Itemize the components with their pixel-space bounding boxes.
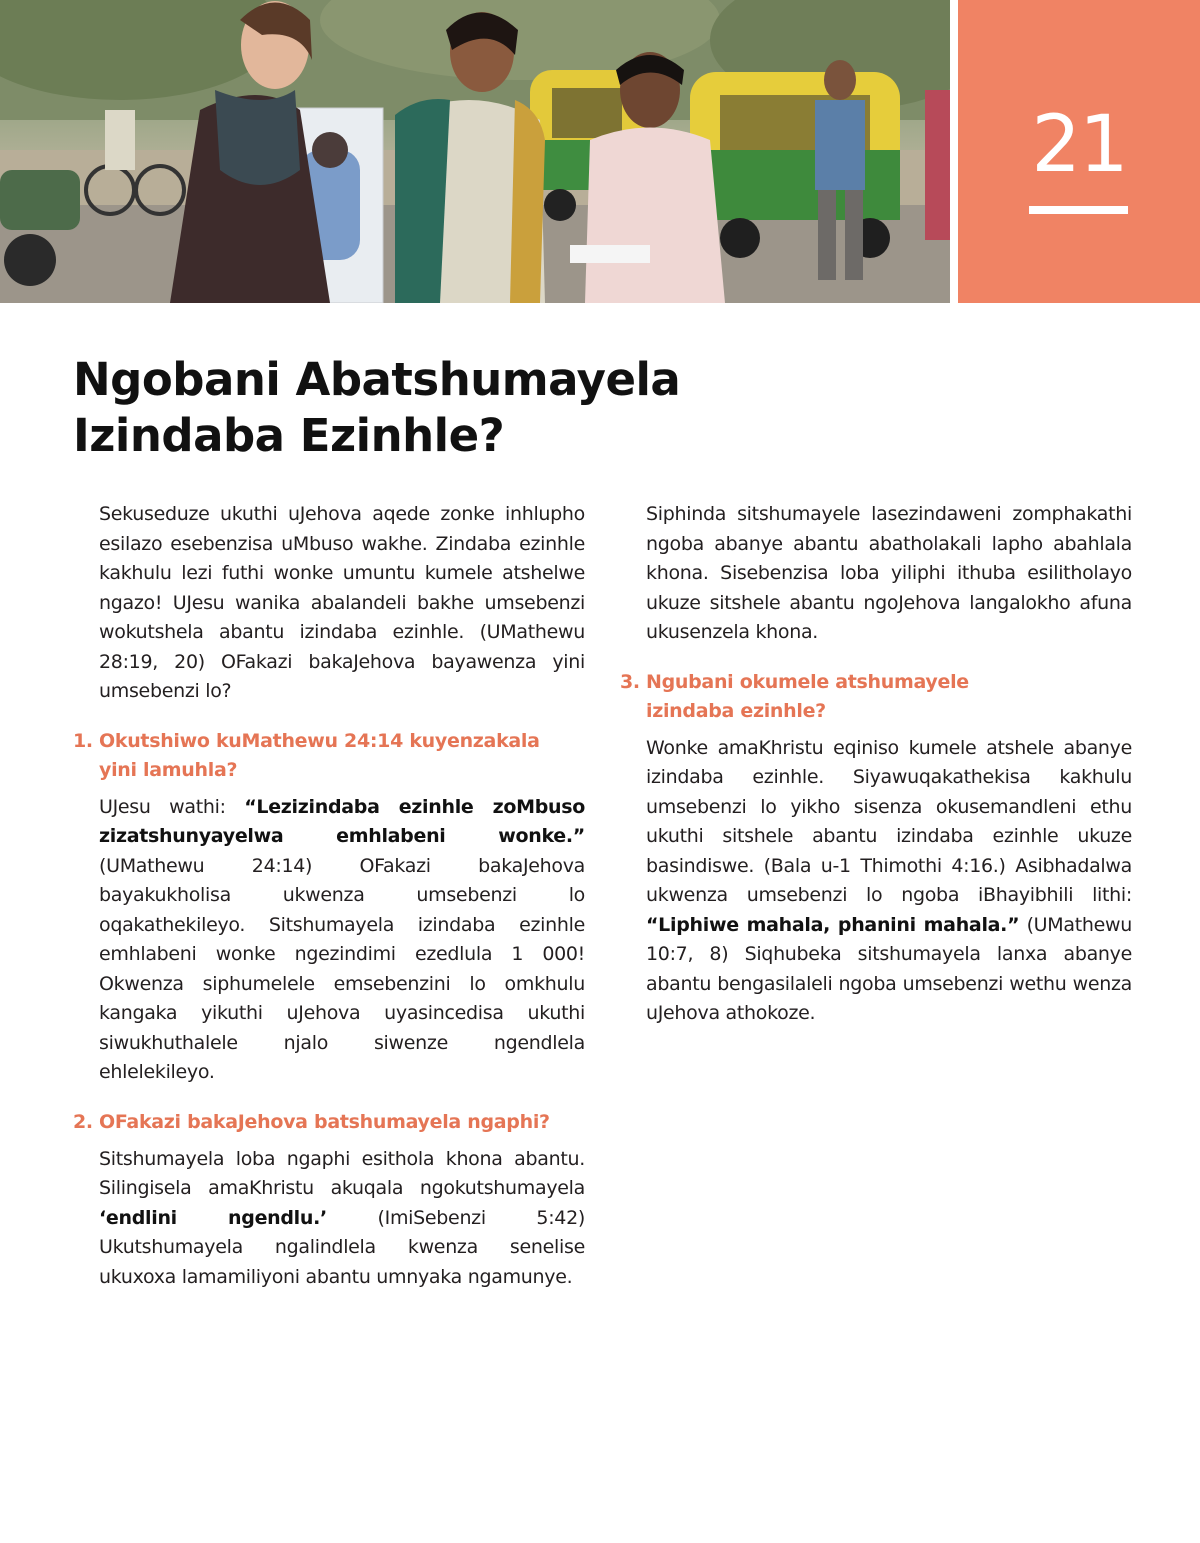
answer-1-text-a: UJesu wathi: [99, 795, 245, 818]
answer-3-paragraph [646, 734, 1132, 1029]
question-3-number: 3. [620, 670, 640, 693]
question-1-heading [73, 727, 585, 785]
question-3-line1: Ngubani okumele atshumayele [646, 670, 969, 693]
chapter-underline [1029, 206, 1128, 214]
intro-paragraph: Sekuseduze ukuthi uJehova aqede zonke inhlupho esilazo esebenzisa uMbuso wakhe. Zindaba ezinhle kakhulu lezi futhi wonke umuntu kumele atshelwe ngazo! UJesu wanika abalandeli bakhe umsebenzi wokutshela abantu izindaba ezinhle. (UMathewu 28:19, 20) OFakazi bakaJehova bayawenza yini umsebenzi lo? [99, 503, 585, 702]
answer-2-continuation: Siphinda sitshumayele lasezindaweni zomphakathi ngoba abanye abantu abatholakali lapho abahlala khona. Sisebenzisa loba yiliphi ithuba esilitholayo ukuze sitshele abantu ngoJehova langalokho afuna ukusenzela khona. [646, 503, 1132, 643]
answer-3-text-b: (UMathewu 10:7, 8) Siqhubeka sitshumayela lanxa abanye abantu bengasilaleli ngoba umsebenzi wethu wenza uJehova athokoze. [646, 913, 1132, 1024]
answer-3-bold-quote: “Liphiwe mahala, phanini mahala.” [646, 913, 1020, 936]
question-1-number: 1. [73, 729, 93, 752]
page-title-line1: Ngobani Abatshumayela [73, 353, 681, 406]
answer-3-text-a: Wonke amaKhristu eqiniso kumele atshele abanye izindaba ezinhle. Siyawuqakathekisa kakhulu umsebenzi lo yikho sisenza okusemandleni ethu ukuthi sitshele abantu izindaba ezinhle ukuze basindiswe. (Bala u-1 Thimothi 4:16.) Asibhadalwa ukwenza umsebenzi lo ngoba iBhayibhili lithi: [646, 736, 1132, 906]
question-2-line1: OFakazi bakaJehova batshumayela ngaphi? [99, 1110, 550, 1133]
question-3-line2: izindaba ezinhle? [646, 699, 826, 722]
question-2-number: 2. [73, 1110, 93, 1133]
page-title-line2: Izindaba Ezinhle? [73, 409, 505, 462]
answer-2-text-b: (ImiSebenzi 5:42) Ukutshumayela ngalindlela kwenza senelise ukuxoxa lamamiliyoni abantu umnyaka ngamunye. [99, 1206, 585, 1288]
header-photo [0, 0, 950, 303]
question-3-heading [620, 668, 1132, 726]
answer-1-text-b: (UMathewu 24:14) OFakazi bakaJehova bayakukholisa ukwenza umsebenzi lo oqakathekileyo. Sitshumayela izindaba ezinhle emhlabeni wonke ngezindimi ezedlula 1 000! Okwenza siphumelele emsebenzini lo omkhulu kangaka yikuthi uJehova uyasincedisa ukuthi siwukhuthalele njalo siwenze ngendlela ehlelekileyo. [99, 854, 585, 1083]
left-column [73, 500, 585, 1292]
answer-2-paragraph [99, 1145, 585, 1293]
chapter-number: 21 [1031, 100, 1127, 190]
right-column [620, 500, 1132, 1029]
chapter-number-box [958, 0, 1200, 303]
answer-1-bold-quote: “Lezizindaba ezinhle zoMbuso zizatshunyayelwa emhlabeni wonke.” [99, 795, 585, 847]
page-title [73, 352, 833, 464]
street-scene-illustration [0, 0, 950, 303]
answer-2-bold-quote: ‘endlini ngendlu.’ [99, 1206, 327, 1229]
question-1-line2: yini lamuhla? [99, 758, 238, 781]
answer-2-text-a: Sitshumayela loba ngaphi esithola khona abantu. Silingisela amaKhristu akuqala ngokutshumayela [99, 1147, 585, 1199]
question-2-heading [73, 1108, 585, 1137]
answer-1-paragraph [99, 793, 585, 1088]
question-1-line1: Okutshiwo kuMathewu 24:14 kuyenzakala [99, 729, 540, 752]
